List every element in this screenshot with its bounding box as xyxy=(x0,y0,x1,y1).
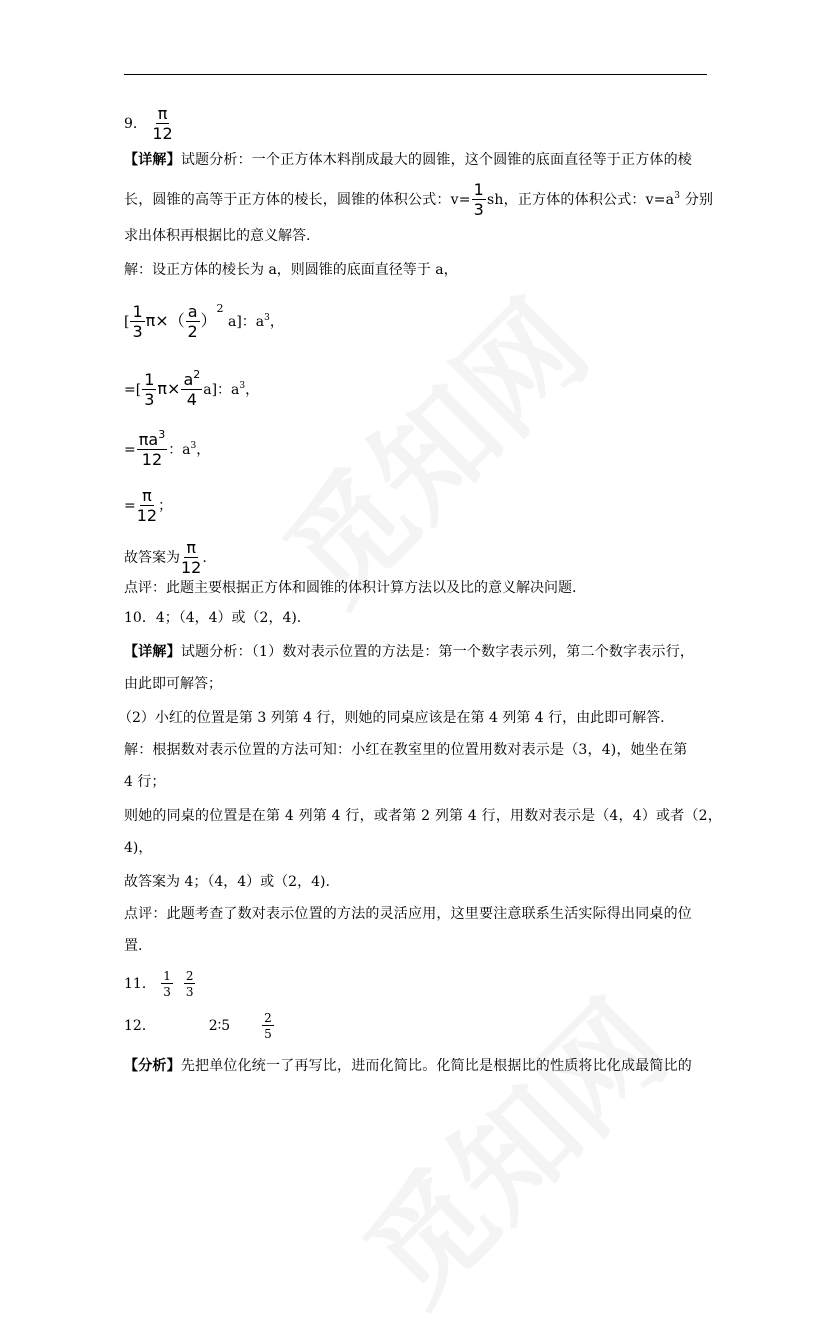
q9-detail-line-3: 求出体积再根据比的意义解答. xyxy=(124,228,311,244)
q10-solution-line-2: 4 行； xyxy=(124,774,166,790)
q10-comment-line-1: 点评：此题考查了数对表示位置的方法的灵活应用，这里要注意联系生活实际得出同桌的位 xyxy=(124,906,692,922)
q9-detail-line-1: 【详解】试题分析：一个正方体木料削成最大的圆锥，这个圆锥的底面直径等于正方体的棱 xyxy=(124,152,693,168)
q9-step-3: = $\frac{\pi a^3}{12}$ ：$a^3$， xyxy=(124,428,211,469)
q9-step-4: = $\frac{\pi}{12}$ ； xyxy=(124,486,173,525)
q9-solution-line-1: 解：设正方体的棱长为 a，则圆锥的底面直径等于 a， xyxy=(124,262,458,278)
q9-detail-line-2: 长，圆锥的高等于正方体的棱长，圆锥的体积公式：v= $\frac{1}{3}$ sh，正方体的体积公式：$v=a^3$ 分别 xyxy=(124,180,714,219)
q10-detail-line-2: 由此即可解答； xyxy=(124,676,222,692)
header-rule xyxy=(124,74,707,75)
q10-solution-line-3: 则她的同桌的位置是在第 4 列第 4 行，或者第 2 列第 4 行，用数对表示是（4，4）或者（2， xyxy=(124,808,722,824)
q12-answer: 12． 2∶5 $\frac{2}{5}$ xyxy=(124,1011,272,1041)
q9-answer: 9． $\frac{\pi}{12}$ xyxy=(124,104,173,143)
q9-comment: 点评：此题主要根据正方体和圆锥的体积计算方法以及比的意义解决问题. xyxy=(124,580,577,596)
q10-solution-line-1: 解：根据数对表示位置的方法可知：小红在教室里的位置用数对表示是（3，4)，她坐在第 xyxy=(124,742,688,758)
q10-result: 故答案为 4；（4，4）或（2，4). xyxy=(124,874,330,890)
q11-answer: 11． $\frac{1}{3}$ $\frac{2}{3}$ xyxy=(124,969,194,999)
watermark-bottom xyxy=(322,958,698,1334)
analysis-line: 【分析】先把单位化统一了再写比，进而化简比。化简比是根据比的性质将比化成最简比的 xyxy=(124,1058,693,1074)
q10-solution-line-4: 4)， xyxy=(124,840,153,856)
q9-step-1: [ $\frac{1}{3}$ π×（ $\frac{a}{2}$ ）$^2$ a]：$a^3$， xyxy=(124,302,284,341)
q9-volume-fraction: $\frac{1}{3}$ xyxy=(473,180,485,219)
q9-step-2: =[ $\frac{1}{3}$ π× $\frac{a^2}{4}$ a]：$a^3$， xyxy=(124,368,260,409)
q9-result: 故答案为 $\frac{\pi}{12}$ . xyxy=(124,538,207,577)
q10-detail-line-3: （2）小红的位置是第 3 列第 4 行，则她的同桌应该是在第 4 列第 4 行，由此即可解答. xyxy=(118,710,665,726)
q10-answer: 10．4；（4，4）或（2，4). xyxy=(124,610,302,626)
q10-detail-line-1: 【详解】试题分析：（1）数对表示位置的方法是：第一个数字表示列，第二个数字表示行， xyxy=(124,644,695,660)
q10-comment-line-2: 置. xyxy=(124,938,143,954)
q9-answer-fraction: $\frac{\pi}{12}$ xyxy=(152,104,173,143)
